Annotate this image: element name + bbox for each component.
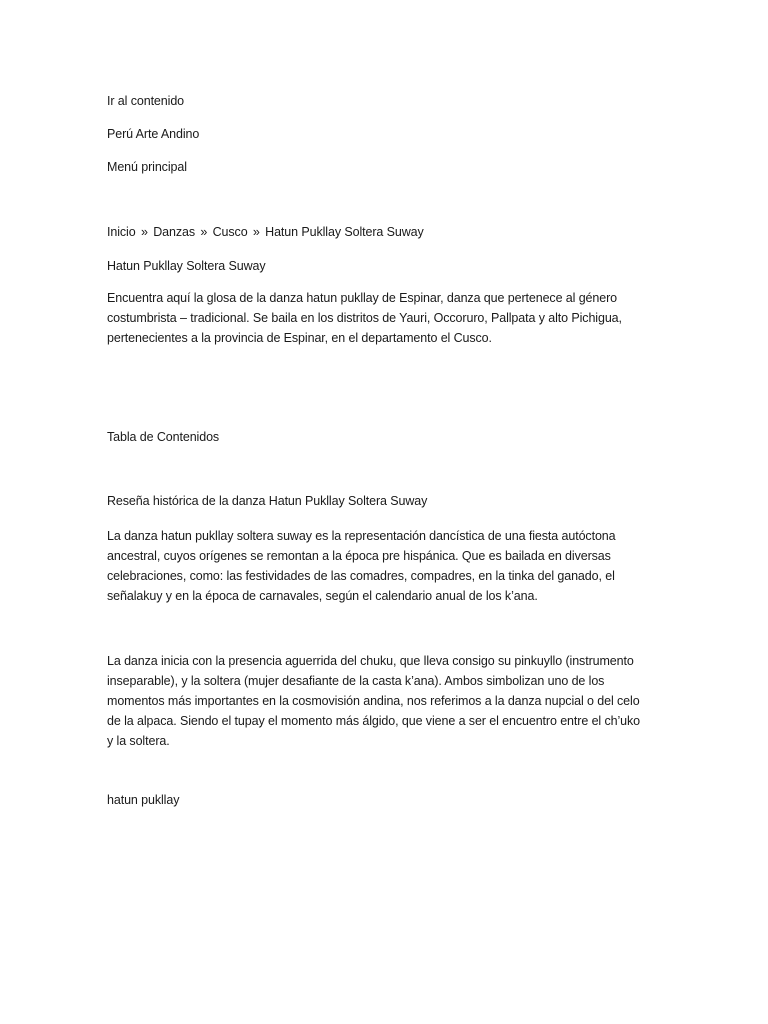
breadcrumb-separator: » [140,225,148,239]
image-caption: hatun pukllay [107,793,180,807]
breadcrumb [107,222,424,242]
history-paragraph-2 [107,651,667,751]
intro-line: pertenecientes a la provincia de Espinar, en el departamento el Cusco. [107,331,492,345]
paragraph-line: ancestral, cuyos orígenes se remontan a la época pre hispánica. Que es bailada en diversas [107,549,611,563]
paragraph-line: señalakuy y en la época de carnavales, según el calendario anual de los k’ana. [107,589,538,603]
intro-line: Encuentra aquí la glosa de la danza hatun pukllay de Espinar, danza que pertenece al género [107,291,618,305]
main-menu-toggle[interactable]: Menú principal [107,160,187,174]
breadcrumb-link-inicio[interactable]: Inicio [107,225,136,239]
paragraph-line: momentos más importantes en la cosmovisión andina, nos referimos a la danza nupcial o del celo [107,694,640,708]
intro-paragraph [107,288,667,348]
paragraph-line: de la alpaca. Siendo el tupay el momento más álgido, que viene a ser el encuentro entre el ch’uko [107,714,641,728]
paragraph-line: y la soltera. [107,734,170,748]
breadcrumb-separator: » [200,225,208,239]
site-title-link[interactable]: Perú Arte Andino [107,127,200,141]
breadcrumb-link-cusco[interactable]: Cusco [212,225,248,239]
breadcrumb-link-danzas[interactable]: Danzas [153,225,195,239]
breadcrumb-separator: » [252,225,260,239]
section-heading: Reseña histórica de la danza Hatun Pukllay Soltera Suway [107,494,428,508]
history-paragraph-1 [107,526,667,606]
paragraph-line: celebraciones, como: las festividades de las comadres, compadres, en la tinka del ganado, el [107,569,615,583]
paragraph-line: inseparable), y la soltera (mujer desafiante de la casta k’ana). Ambos simbolizan uno de los [107,674,605,688]
table-of-contents-toggle[interactable]: Tabla de Contenidos [107,430,220,444]
paragraph-line: La danza inicia con la presencia aguerrida del chuku, que lleva consigo su pinkuyllo (instrumento [107,654,634,668]
page-title: Hatun Pukllay Soltera Suway [107,259,266,273]
intro-line: costumbrista – tradicional. Se baila en los distritos de Yauri, Occoruro, Pallpata y alto Pichigua, [107,311,622,325]
breadcrumb-current: Hatun Pukllay Soltera Suway [265,225,424,239]
paragraph-line: La danza hatun pukllay soltera suway es la representación dancística de una fiesta autóctona [107,529,616,543]
skip-to-content-link[interactable]: Ir al contenido [107,94,185,108]
